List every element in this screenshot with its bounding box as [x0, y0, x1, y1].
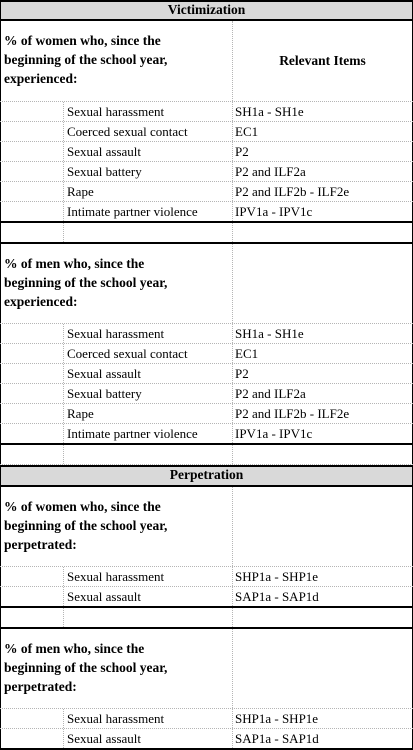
table-row	[0, 102, 413, 122]
item-codes: SAP1a - SAP1d	[233, 729, 413, 748]
question-line: beginning of the school year,	[4, 275, 168, 290]
women-victimization-question	[0, 21, 233, 101]
indent-cell	[0, 404, 64, 423]
spacer-row	[0, 445, 413, 465]
table-row	[0, 709, 413, 729]
item-label: Rape	[64, 404, 233, 423]
indent-cell	[0, 122, 64, 141]
spacer-row	[0, 223, 413, 244]
women-perpetration-question-row	[0, 487, 413, 567]
victimization-header	[0, 0, 413, 21]
indent-cell	[0, 424, 64, 443]
table-row	[0, 162, 413, 182]
empty-cell	[233, 223, 413, 242]
indent-cell	[0, 142, 64, 161]
men-victimization-question-row	[0, 244, 413, 324]
item-codes: IPV1a - IPV1c	[233, 424, 413, 443]
table-row	[0, 122, 413, 142]
perpetration-header-label: Perpetration	[169, 467, 244, 482]
item-label: Coerced sexual contact	[64, 122, 233, 141]
indent-cell	[0, 344, 64, 363]
item-codes: P2	[233, 364, 413, 383]
table-row	[0, 324, 413, 344]
question-line: perpetrated:	[4, 679, 77, 694]
item-codes: P2	[233, 142, 413, 161]
item-label: Sexual assault	[64, 729, 233, 748]
indent-cell	[0, 729, 64, 748]
item-label: Sexual harassment	[64, 102, 233, 121]
item-codes: EC1	[233, 122, 413, 141]
table-row	[0, 182, 413, 202]
victimization-header-label: Victimization	[167, 2, 246, 17]
indent-cell	[0, 102, 64, 121]
table-row	[0, 202, 413, 223]
empty-cell	[0, 608, 64, 627]
empty-cell	[233, 629, 413, 708]
indent-cell	[0, 324, 64, 343]
item-codes: SHP1a - SHP1e	[233, 709, 413, 728]
item-codes: P2 and ILF2b - ILF2e	[233, 182, 413, 201]
item-codes: SAP1a - SAP1d	[233, 587, 413, 606]
item-label: Coerced sexual contact	[64, 344, 233, 363]
table-row	[0, 404, 413, 424]
indent-cell	[0, 202, 64, 221]
question-line: beginning of the school year,	[4, 52, 168, 67]
question-line: beginning of the school year,	[4, 660, 168, 675]
question-line: % of women who, since the	[4, 499, 161, 514]
relevant-items-header	[233, 21, 413, 101]
question-line: % of men who, since the	[4, 256, 145, 271]
women-victimization-question-row	[0, 21, 413, 102]
item-codes: IPV1a - IPV1c	[233, 202, 413, 221]
empty-cell	[0, 223, 64, 242]
item-label: Sexual assault	[64, 587, 233, 606]
question-line: % of men who, since the	[4, 641, 145, 656]
indent-cell	[0, 567, 64, 586]
table-row	[0, 587, 413, 608]
empty-cell	[233, 445, 413, 464]
table-row	[0, 364, 413, 384]
question-line: beginning of the school year,	[4, 518, 168, 533]
empty-cell	[233, 244, 413, 323]
item-codes: SH1a - SH1e	[233, 324, 413, 343]
table-row	[0, 142, 413, 162]
item-label: Sexual harassment	[64, 324, 233, 343]
men-perpetration-question	[0, 629, 233, 708]
indent-cell	[0, 709, 64, 728]
table-row	[0, 344, 413, 364]
spacer-row	[0, 608, 413, 629]
empty-cell	[64, 223, 233, 242]
item-codes: P2 and ILF2b - ILF2e	[233, 404, 413, 423]
item-label: Sexual harassment	[64, 709, 233, 728]
question-line: perpetrated:	[4, 537, 77, 552]
table-row	[0, 424, 413, 445]
men-victimization-question	[0, 244, 233, 323]
perpetration-header	[0, 465, 413, 487]
women-perpetration-question	[0, 487, 233, 566]
table-row	[0, 384, 413, 404]
question-line: experienced:	[4, 294, 78, 309]
table-row	[0, 567, 413, 587]
indent-cell	[0, 182, 64, 201]
item-label: Sexual battery	[64, 162, 233, 181]
table-row	[0, 729, 413, 750]
question-line: experienced:	[4, 71, 78, 86]
relevant-items-header-label: Relevant Items	[279, 53, 366, 68]
indent-cell	[0, 162, 64, 181]
item-codes: P2 and ILF2a	[233, 162, 413, 181]
item-label: Sexual harassment	[64, 567, 233, 586]
indent-cell	[0, 364, 64, 383]
item-codes: EC1	[233, 344, 413, 363]
men-perpetration-question-row	[0, 629, 413, 709]
item-label: Intimate partner violence	[64, 424, 233, 443]
empty-cell	[233, 487, 413, 566]
question-line: % of women who, since the	[4, 33, 161, 48]
empty-cell	[64, 445, 233, 464]
item-label: Sexual assault	[64, 142, 233, 161]
item-label: Rape	[64, 182, 233, 201]
empty-cell	[233, 608, 413, 627]
empty-cell	[64, 608, 233, 627]
item-codes: SHP1a - SHP1e	[233, 567, 413, 586]
indent-cell	[0, 384, 64, 403]
item-label: Sexual assault	[64, 364, 233, 383]
item-label: Sexual battery	[64, 384, 233, 403]
item-codes: P2 and ILF2a	[233, 384, 413, 403]
indent-cell	[0, 587, 64, 606]
empty-cell	[0, 445, 64, 464]
item-codes: SH1a - SH1e	[233, 102, 413, 121]
item-label: Intimate partner violence	[64, 202, 233, 221]
